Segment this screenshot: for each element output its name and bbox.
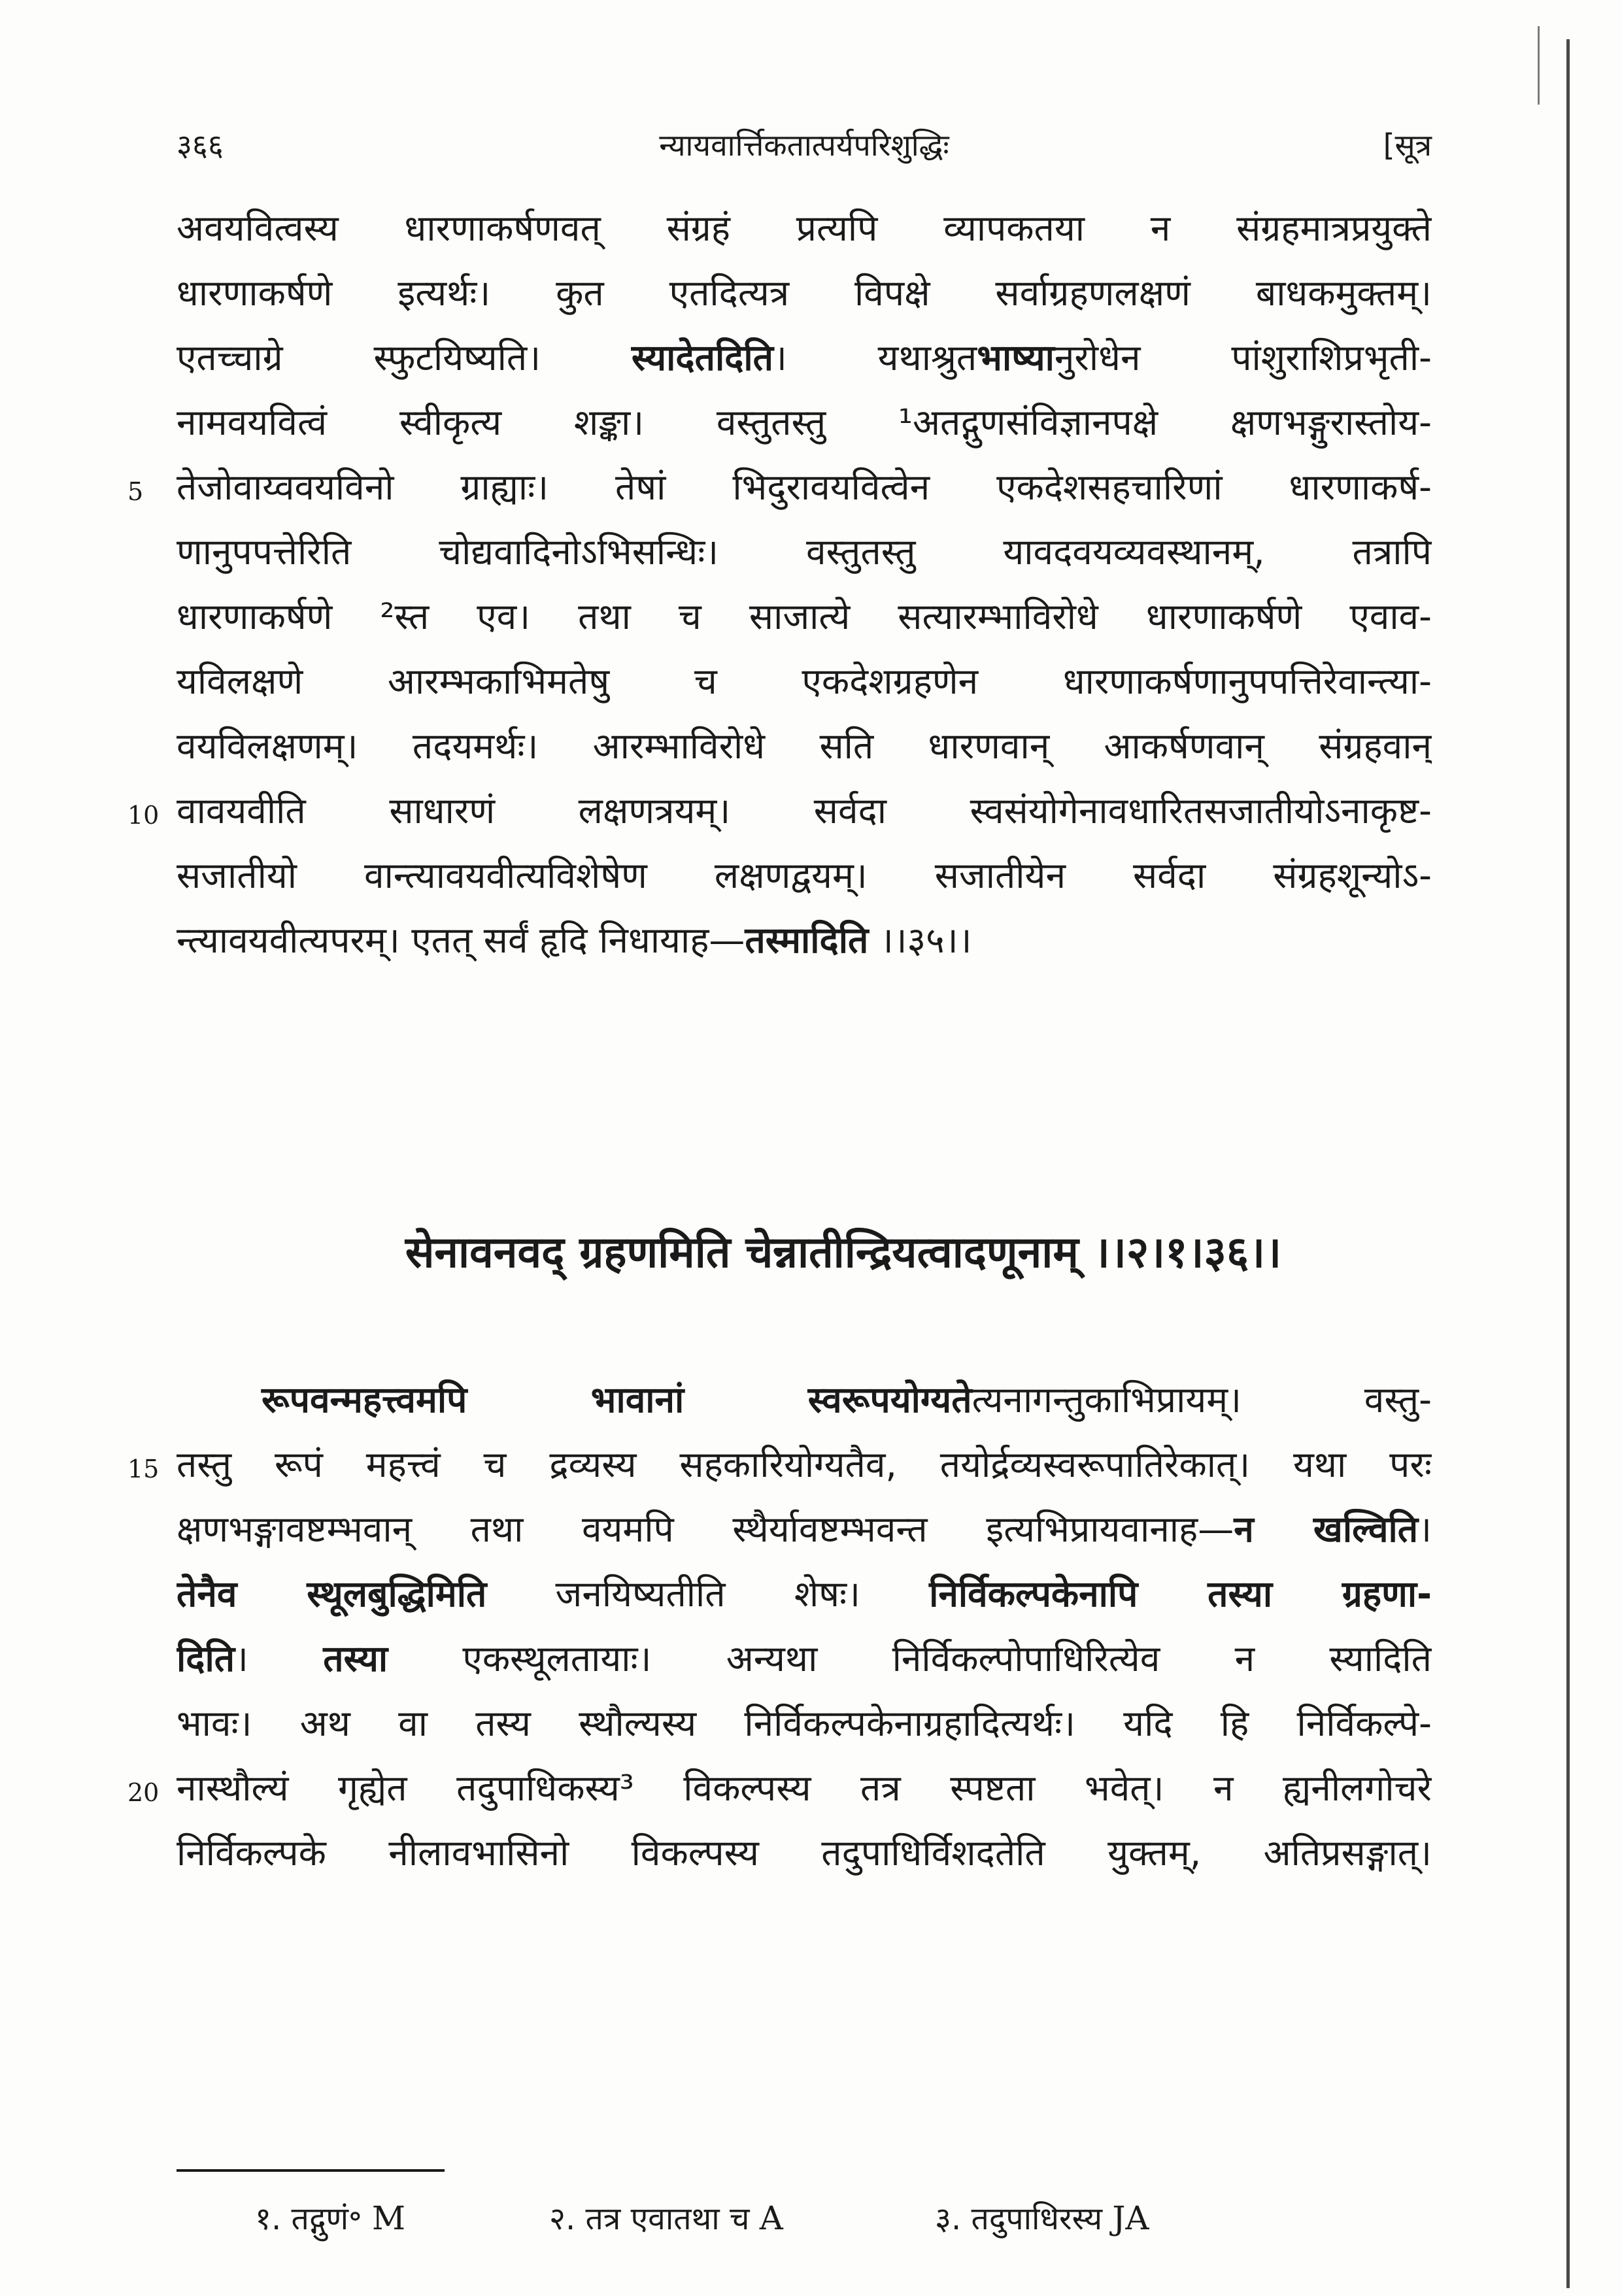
bold-lemma: निर्विकल्पकेनापि तस्या ग्रहणा- bbox=[929, 1573, 1432, 1615]
text-segment: त्यनागन्तुकाभिप्रायम्। वस्तु- bbox=[972, 1379, 1432, 1421]
text-segment: क्षणभङ्गावष्टम्भवान् तथा वयमपि स्थैर्यावष्टम्भवन्त इत्यभिप्रायवानाह— bbox=[177, 1508, 1234, 1550]
text-line bbox=[177, 779, 1432, 843]
text-segment: तस्तु रूपं महत्त्वं च द्रव्यस्य सहकारियोग्यतैव, तयोर्द्रव्यस्वरूपातिरेकात्। यथा परः bbox=[177, 1443, 1432, 1485]
running-header bbox=[177, 124, 1432, 177]
bold-lemma: भाष्या bbox=[977, 337, 1055, 379]
footnote-3: ३. तदुपाधिरस्य JA bbox=[935, 2199, 1149, 2237]
text-line bbox=[177, 326, 1432, 390]
footnote-1: १. तद्गुणं॰ M bbox=[255, 2199, 406, 2237]
text-segment: । bbox=[1418, 1508, 1432, 1550]
text-line bbox=[177, 1432, 1432, 1497]
bold-lemma: रूपवन्महत्त्वमपि भावानां स्वरूपयोग्यते bbox=[262, 1379, 972, 1421]
binding-edge-mark bbox=[1538, 26, 1540, 105]
text-line bbox=[177, 649, 1432, 714]
text-segment: भावः। अथ वा तस्य स्थौल्यस्य निर्विकल्पकेनाग्रहादित्यर्थः। यदि हि निर्विकल्पे- bbox=[177, 1702, 1432, 1744]
section-label: [सूत्र bbox=[1383, 127, 1432, 163]
text-segment: धारणाकर्षणे इत्यर्थः। कुत एतदित्यत्र विपक्षे सर्वाग्रहणलक्षणं बाधकमुक्तम्। bbox=[177, 272, 1432, 314]
page-number: ३६६ bbox=[177, 127, 224, 163]
text-line bbox=[177, 1821, 1432, 1885]
text-segment: । bbox=[235, 1638, 324, 1680]
text-line bbox=[177, 1691, 1432, 1756]
text-segment: सजातीयो वान्त्यावयवीत्यविशेषेण लक्षणद्वयम्। सजातीयेन सर्वदा संग्रहशून्योऽ- bbox=[177, 854, 1432, 896]
bold-lemma: स्यादेतदिति bbox=[631, 337, 774, 379]
binding-edge-line bbox=[1566, 39, 1570, 2288]
text-segment: वावयवीति साधारणं लक्षणत्रयम्। सर्वदा स्वसंयोगेनावधारितसजातीयोऽनाकृष्ट- bbox=[177, 790, 1432, 832]
text-line bbox=[177, 1562, 1432, 1627]
line-number: 10 bbox=[127, 801, 160, 830]
text-segment: वयविलक्षणम्। तदयमर्थः। आरम्भाविरोधे सति धारणवान् आकर्षणवान् संग्रहवान् bbox=[177, 725, 1432, 767]
footnotes bbox=[255, 2197, 1366, 2249]
text-segment: नामवयवित्वं स्वीकृत्य शङ्का। वस्तुतस्तु ¹अतद्गुणसंविज्ञानपक्षे क्षणभङ्गुरास्तोय- bbox=[177, 401, 1432, 443]
bold-lemma: तस्मादिति bbox=[745, 919, 869, 961]
text-line bbox=[177, 520, 1432, 584]
text-segment: तेजोवाय्ववयविनो ग्राह्याः। तेषां भिदुरावयवित्वेन एकदेशसहचारिणां धारणाकर्ष- bbox=[177, 466, 1432, 508]
text-segment: एतच्चाग्रे स्फुटयिष्यति। bbox=[177, 337, 632, 379]
text-segment: यविलक्षणे आरम्भकाभिमतेषु च एकदेशग्रहणेन धारणाकर्षणानुपपत्तिरेवान्त्या- bbox=[177, 660, 1432, 702]
text-segment: जनयिष्यतीति शेषः। bbox=[486, 1573, 930, 1615]
text-line bbox=[177, 843, 1432, 908]
text-line bbox=[177, 714, 1432, 779]
text-line bbox=[177, 1756, 1432, 1821]
text-segment: अवयवित्वस्य धारणाकर्षणवत् संग्रहं प्रत्यपि व्यापकतया न संग्रहमात्रप्रयुक्ते bbox=[177, 207, 1432, 249]
bold-lemma: न खल्विति bbox=[1234, 1508, 1419, 1550]
footnote-rule bbox=[177, 2169, 445, 2172]
text-segment: ।।३५।। bbox=[868, 919, 972, 961]
commentary-paragraph-bottom bbox=[177, 1368, 1432, 1885]
line-number: 20 bbox=[127, 1778, 160, 1807]
text-segment: एकस्थूलतायाः। अन्यथा निर्विकल्पोपाधिरित्येव न स्यादिति bbox=[388, 1638, 1432, 1680]
text-segment: न्त्यावयवीत्यपरम्। एतत् सर्वं हृदि निधायाह— bbox=[177, 919, 745, 961]
text-segment: धारणाकर्षणे ²स्त एव। तथा च साजात्ये सत्यारम्भाविरोधे धारणाकर्षणे एवाव- bbox=[177, 596, 1432, 637]
text-line bbox=[177, 455, 1432, 520]
bold-lemma: दिति bbox=[177, 1638, 235, 1680]
sutra-heading: सेनावनवद् ग्रहणमिति चेन्नातीन्द्रियत्वादणूनाम् ।।२।१।३६।। bbox=[405, 1227, 1282, 1277]
text-line bbox=[177, 1627, 1432, 1691]
text-line bbox=[177, 1497, 1432, 1562]
text-segment: नास्थौल्यं गृह्येत तदुपाधिकस्य³ विकल्पस्य तत्र स्पष्टता भवेत्। न ह्यनीलगोचरे bbox=[177, 1767, 1432, 1809]
text-line bbox=[177, 390, 1432, 455]
text-segment: । यथाश्रुत bbox=[773, 337, 977, 379]
text-line bbox=[177, 196, 1432, 261]
bold-lemma: तस्या bbox=[323, 1638, 388, 1680]
line-number: 15 bbox=[127, 1455, 160, 1483]
bold-lemma: तेनैव स्थूलबुद्धिमिति bbox=[177, 1573, 487, 1615]
text-segment: नुरोधेन पांशुराशिप्रभृती- bbox=[1054, 337, 1432, 379]
text-segment: णानुपपत्तेरिति चोद्यवादिनोऽभिसन्धिः। वस्तुतस्तु यावदवयव्यवस्थानम्, तत्रापि bbox=[177, 531, 1432, 573]
text-line bbox=[177, 908, 1432, 973]
line-number: 5 bbox=[127, 477, 144, 506]
commentary-paragraph-top bbox=[177, 196, 1432, 973]
text-segment: निर्विकल्पके नीलावभासिनो विकल्पस्य तदुपाधिर्विशदतेति युक्तम्, अतिप्रसङ्गात्। bbox=[177, 1832, 1432, 1874]
running-title: न्यायवार्त्तिकतात्पर्यपरिशुद्धिः bbox=[659, 127, 949, 163]
footnote-2: २. तत्र एवातथा च A bbox=[549, 2199, 783, 2237]
text-line bbox=[177, 261, 1432, 326]
text-line bbox=[177, 1368, 1432, 1432]
text-line bbox=[177, 584, 1432, 649]
